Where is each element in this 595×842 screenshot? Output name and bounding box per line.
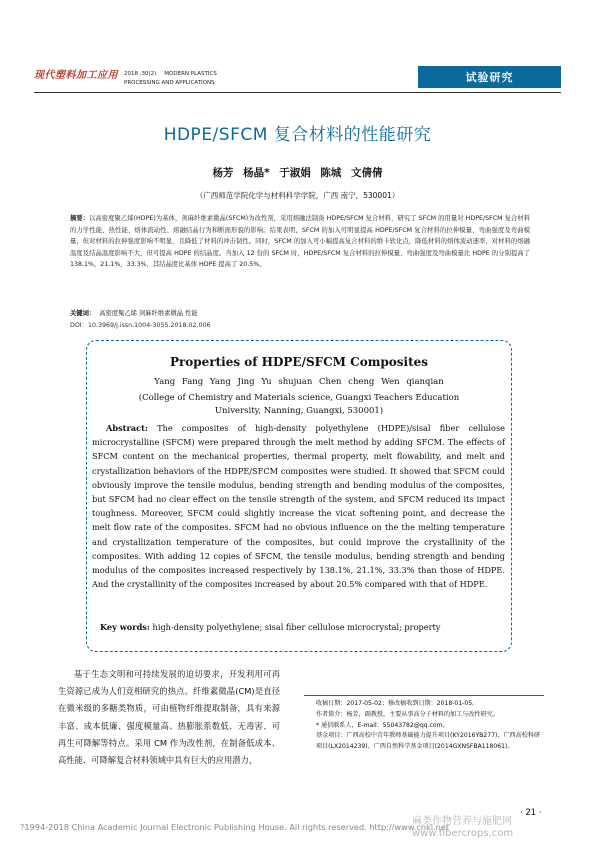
english-keywords (100, 622, 500, 632)
copyright-notice: ?1994-2018 China Academic Journal Electronic Publishing House. All rights reserved. http://www.cnki.net (20, 822, 450, 832)
affiliation: （广西师范学院化学与材料科学学院，广西 南宁，530001） (195, 191, 400, 200)
journal-name-en-2: PROCESSING AND APPLICATIONS (124, 80, 215, 86)
english-keywords-text: high-density polyethylene; sisal fiber cellulose microcrystal; property (152, 622, 441, 632)
chinese-abstract (70, 213, 530, 271)
doi: DOI：10.3969/j.issn.1004-3055.2018.02.006 (70, 322, 211, 329)
watermark-line-2: www.fibercrops.com (412, 828, 514, 839)
english-abstract-label: Abstract: (106, 423, 148, 433)
page-title: HDPE/SFCM 复合材料的性能研究 (163, 125, 432, 145)
abstract-text: 以高密度聚乙烯(HDPE)为基体，剑麻纤维素微晶(SFCM)为改性剂，采用熔融法制备 HDPE/SFCM 复合材料，研究了 SFCM 的用量对 HDPE/SFCM 复合材料的力学性能、热性能、熔体流动性、熔融结晶行为和断面形貌的影响。结果表明，SFCM 的加入可明显提高 HDPE/SFCM 复合材料的拉伸模量、弯曲强度及弯曲模量，但对材料的拉伸强度影响不明显，且降低了材料的冲击韧性。同时，SFCM 的加入可小幅提高复合材料的维卡软化点，降低材料的熔体流动速率，对材料的熔融温度及结晶温度影响不大，但可提高 HDPE 的结晶度。当加入 12 份的 SFCM 时，HDPE/SFCM 复合材料的拉伸模量、弯曲强度及弯曲模量比 HDPE 的分别提高了 138.1%，21.1%，33.3%，其结晶度比基体 HDPE 提高了 20.5%。 (70, 215, 530, 269)
footnote-received: 收稿日期：2017-05-02；修改稿收到日期：2018-01-05。 (316, 700, 479, 707)
journal-name-en-1: MODERN PLASTICS (164, 71, 217, 77)
footnote (316, 699, 544, 753)
english-affiliation-line-1: (College of Chemistry and Materials science, Guangxi Teachers Education (138, 393, 460, 403)
watermark-line-1: 麻类作物营养与施肥网 (412, 816, 512, 827)
footnote-funding: 基金项目：广西高校中青年教师基础能力提升项目(KY2016YB277)、广西高校科研项目(LX2014239)、广西自然科学基金项目(2014GXNSFBA118061)。 (316, 732, 541, 751)
abstract-label: 摘要： (70, 215, 90, 222)
page-number: · 21 · (520, 808, 542, 818)
header-divider (34, 92, 561, 93)
english-keywords-label: Key words: (100, 622, 150, 632)
body-paragraph: 基于生态文明和可持续发展的迫切要求，开发利用可再生资源已成为人们竞相研究的热点。纤维素微晶(CM)是直径在微米级的多糖类物质，可由植物纤维提取制备，具有来源丰富、成本低廉、强度模量高、热膨胀系数低、无毒害、可再生可降解等特点。采用 CM 作为改性剂，在制备低成本、高性能、可降解复合材料领域中具有巨大的应用潜力， (58, 669, 280, 766)
footnote-author-intro: 作者简介：杨芳，副教授，主要从事高分子材料的加工与改性研究。 (316, 710, 499, 718)
footnote-divider (304, 695, 544, 696)
section-badge: 试验研究 (418, 66, 561, 88)
english-affiliation (86, 392, 512, 418)
english-abstract-text: The composites of high-density polyethylene (HDPE)/sisal fiber cellulose microcrystalline (SFCM) were prepared through the melt method by adding SFCM. The effects of SFCM content on the mechanical properties, thermal property, melt flowability, and melt and crystallization behaviors of the HDPE/SFCM composites were studied. It showed that SFCM could obviously improve the tensile modulus, bending strength and bending modulus of the composites, but SFCM had no clear effect on the tensile strength of the system, and SFCM reduced its impact toughness. Moreover, SFCM could slightly increase the vicat softening point, and decrease the melt flow rate of the composites. SFCM had no obvious influence on the the melting temperature and crystallization temperature of the composites, but could improve the crystallinity of the composites. With adding 12 copies of SFCM, the tensile modulus, bending strength and bending modulus of the composites increased respectively by 138.1%, 21.1%, 33.3% than those of HDPE. And the crystallinity of the composites increased by about 20.5% compared with that of HDPE. (92, 423, 505, 590)
author-list: 杨芳 杨晶* 于淑娟 陈城 文倩倩 (212, 167, 383, 179)
journal-issue-info (124, 70, 225, 88)
journal-logo: 现代塑料加工应用 (34, 70, 118, 81)
watermark (412, 816, 513, 840)
english-author-list: Yang Fang Yang Jing Yu shujuan Chen cheng Wen qianqian (154, 377, 444, 387)
chinese-keywords (70, 308, 530, 317)
english-title: Properties of HDPE/SFCM Composites (169, 355, 429, 369)
keywords-label: 关键词： (70, 310, 96, 317)
footnote-contact: * 通信联系人，E-mail：55043782@qq.com。 (316, 721, 449, 729)
english-abstract (92, 421, 505, 591)
english-affiliation-line-2: University, Nanning, Guangxi, 530001) (214, 406, 384, 416)
keywords-text: 高密度聚乙烯 剑麻纤维素微晶 性能 (99, 310, 198, 317)
issue-number: 2018 ,30(2) (124, 71, 157, 77)
